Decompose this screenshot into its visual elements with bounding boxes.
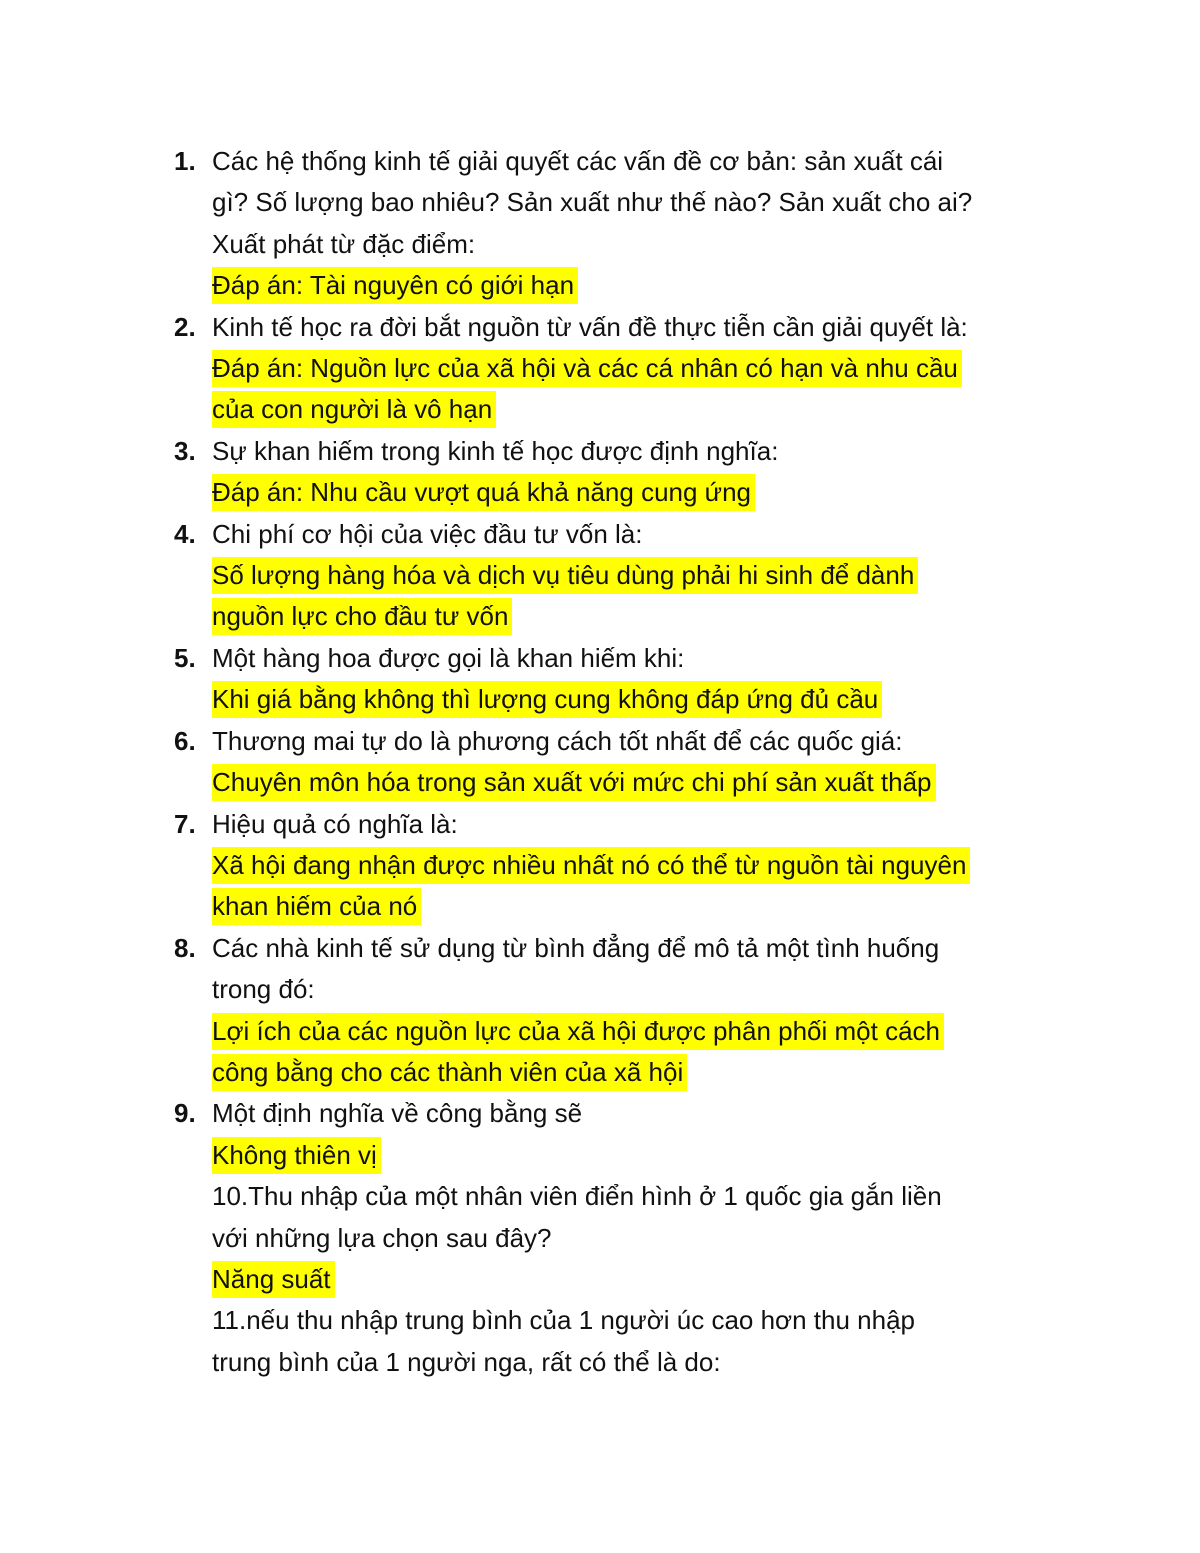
answer-text: Lợi ích của các nguồn lực của xã hội được phân phối một cách [212,1013,944,1050]
question-line [212,804,1092,845]
question-text: Chi phí cơ hội của việc đầu tư vốn là: [212,518,643,549]
answer-line [212,555,1092,596]
question-line [212,307,1092,348]
question-line [212,1342,1092,1383]
question-line [212,1093,1092,1134]
question-number: 7. [174,808,196,839]
answer-line [212,596,1092,637]
question-line [212,928,1092,969]
answer-text: khan hiếm của nó [212,888,421,925]
question-item [174,307,1092,431]
question-item [174,928,1092,1094]
question-text: Kinh tế học ra đời bắt nguồn từ vấn đề thực tiễn cần giải quyết là: [212,311,968,342]
question-text: Một hàng hoa được gọi là khan hiếm khi: [212,642,685,673]
answer-text: Đáp án: Nhu cầu vượt quá khả năng cung ứng [212,474,755,511]
question-line [212,1176,1092,1217]
answer-text: Chuyên môn hóa trong sản xuất với mức chi phí sản xuất thấp [212,764,936,801]
answer-line [212,348,1092,389]
question-number: 4. [174,518,196,549]
question-text: Xuất phát từ đặc điểm: [212,228,476,259]
answer-line [212,389,1092,430]
answer-line [212,762,1092,803]
answer-text: Năng suất [212,1261,335,1298]
answer-line [212,1052,1092,1093]
question-number: 9. [174,1098,196,1129]
question-item [174,804,1092,928]
question-line [212,969,1092,1010]
question-text: với những lựa chọn sau đây? [212,1222,552,1253]
question-line [212,182,1092,223]
question-item [174,721,1092,804]
question-item [212,1300,1092,1383]
question-number: 2. [174,311,196,342]
answer-line [212,886,1092,927]
question-line [212,224,1092,265]
question-text: gì? Số lượng bao nhiêu? Sản xuất như thế nào? Sản xuất cho ai? [212,187,973,218]
answer-line [212,265,1092,306]
question-list [174,141,1092,1383]
answer-text: Khi giá bằng không thì lượng cung không đáp ứng đủ cầu [212,681,882,718]
question-text: Sự khan hiếm trong kinh tế học được định nghĩa: [212,435,779,466]
question-line [212,1300,1092,1341]
question-text: Các nhà kinh tế sử dụng từ bình đẳng để mô tả một tình huống [212,932,940,963]
question-line [212,514,1092,555]
question-number: 3. [174,435,196,466]
answer-text: Đáp án: Nguồn lực của xã hội và các cá nhân có hạn và nhu cầu [212,350,962,387]
answer-text: nguồn lực cho đầu tư vốn [212,598,512,635]
question-number: 1. [174,146,196,176]
question-line [212,721,1092,762]
answer-text: Đáp án: Tài nguyên có giới hạn [212,267,578,304]
question-text: 11.nếu thu nhập trung bình của 1 người úc cao hơn thu nhập [212,1305,915,1336]
question-text: Các hệ thống kinh tế giải quyết các vấn đề cơ bản: sản xuất cái [212,146,944,176]
question-item [174,1093,1092,1176]
question-item [174,431,1092,514]
question-number: 5. [174,642,196,673]
question-text: trong đó: [212,974,315,1005]
answer-line [212,1259,1092,1300]
question-item [212,1176,1092,1300]
answer-text: Số lượng hàng hóa và dịch vụ tiêu dùng phải hi sinh để dành [212,557,918,594]
question-item [174,141,1092,307]
question-text: Thương mai tự do là phương cách tốt nhất để các quốc giá: [212,725,903,756]
question-line [212,141,1092,182]
question-text: Một định nghĩa về công bằng sẽ [212,1098,583,1129]
question-text: Hiệu quả có nghĩa là: [212,808,458,839]
question-line [212,1218,1092,1259]
answer-text: của con người là vô hạn [212,391,496,428]
answer-line [212,1135,1092,1176]
answer-line [212,1011,1092,1052]
answer-line [212,845,1092,886]
question-item [174,514,1092,638]
question-number: 6. [174,725,196,756]
question-line [212,431,1092,472]
question-line [212,638,1092,679]
question-number: 8. [174,932,196,963]
answer-text: Xã hội đang nhận được nhiều nhất nó có thể từ nguồn tài nguyên [212,847,970,884]
question-item [174,638,1092,721]
answer-line [212,472,1092,513]
question-text: 10.Thu nhập của một nhân viên điển hình ở 1 quốc gia gắn liền [212,1181,942,1212]
answer-text: Không thiên vị [212,1137,381,1174]
answer-line [212,679,1092,720]
question-text: trung bình của 1 người nga, rất có thể là do: [212,1346,721,1377]
answer-text: công bằng cho các thành viên của xã hội [212,1054,687,1091]
